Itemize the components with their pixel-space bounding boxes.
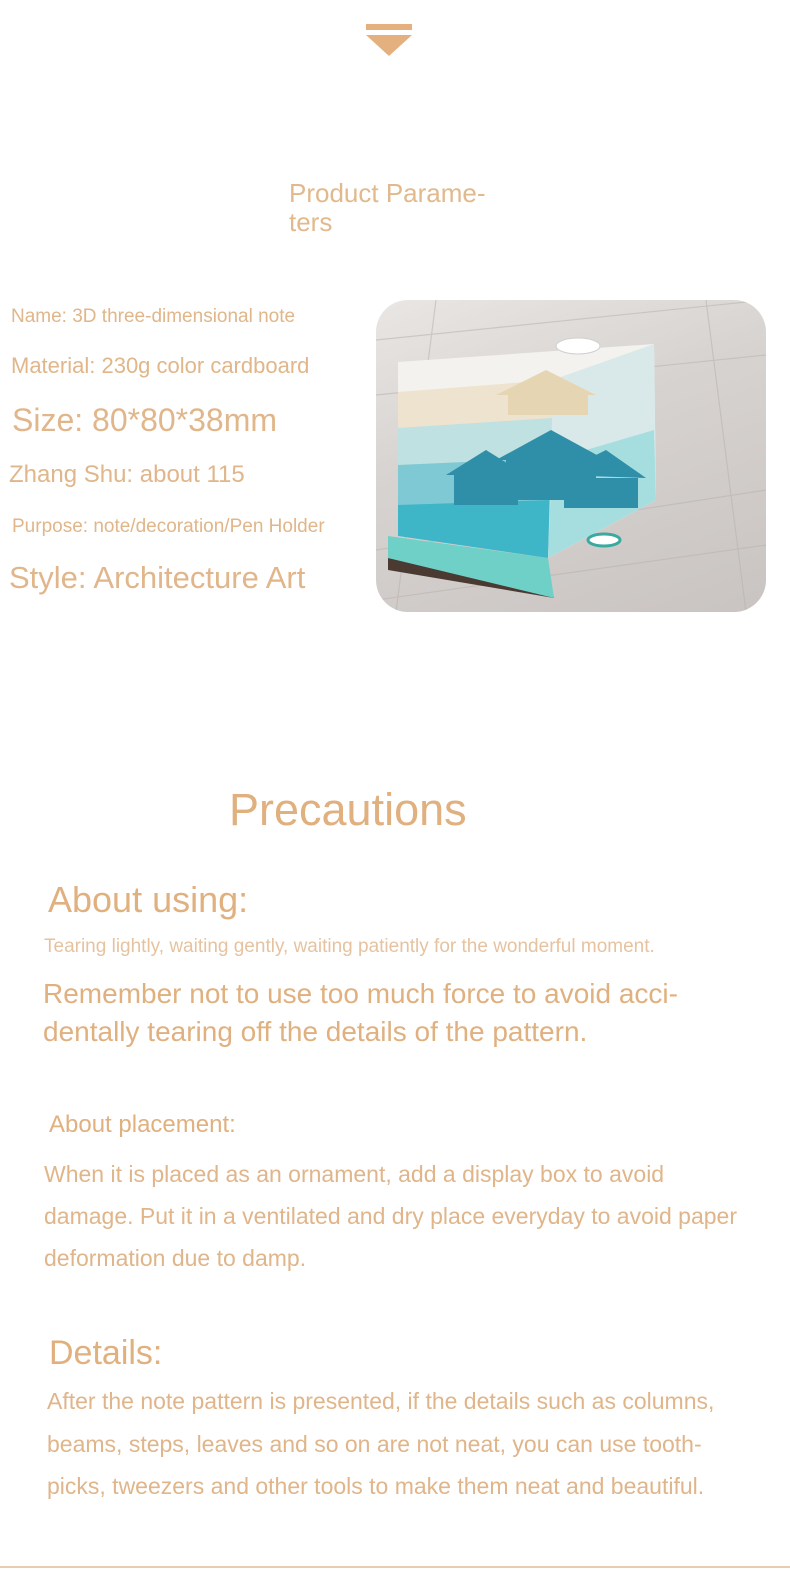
product-illustration bbox=[376, 300, 766, 612]
param-name: Name: 3D three-dimensional note bbox=[11, 306, 296, 327]
down-arrow-icon bbox=[366, 35, 412, 56]
param-zhang-shu: Zhang Shu: about 115 bbox=[9, 461, 245, 488]
heading-details: Details: bbox=[49, 1334, 163, 1372]
heading-about-using: About using: bbox=[48, 879, 249, 920]
text-details: After the note pattern is presented, if the details such as columns, beams, steps, leaves and so on are not neat, you can use tooth-picks, tweezers and other tools to make them neat and beautiful. bbox=[47, 1388, 715, 1499]
text-about-placement: When it is placed as an ornament, add a display box to avoid damage. Put it in a ventilated and dry place everyday to avoid paper deformation due to damp. bbox=[44, 1161, 737, 1271]
param-material: Material: 230g color cardboard bbox=[11, 353, 310, 378]
down-arrow-icon-bar bbox=[366, 24, 412, 30]
section-title-parameters: Product Parame- ters bbox=[289, 178, 486, 237]
product-photo bbox=[376, 300, 766, 612]
param-size: Size: 80*80*38mm bbox=[12, 402, 278, 438]
heading-about-placement: About placement: bbox=[49, 1111, 236, 1138]
param-style: Style: Architecture Art bbox=[9, 560, 306, 595]
text-about-using-1: Tearing lightly, waiting gently, waiting patiently for the wonderful moment. bbox=[44, 936, 655, 957]
param-purpose: Purpose: note/decoration/Pen Holder bbox=[12, 516, 325, 537]
section-title-precautions: Precautions bbox=[229, 784, 467, 835]
bottom-divider bbox=[0, 1566, 790, 1568]
text-about-using-2: Remember not to use too much force to avoid acci-dentally tearing off the details of the pattern. bbox=[43, 978, 678, 1047]
